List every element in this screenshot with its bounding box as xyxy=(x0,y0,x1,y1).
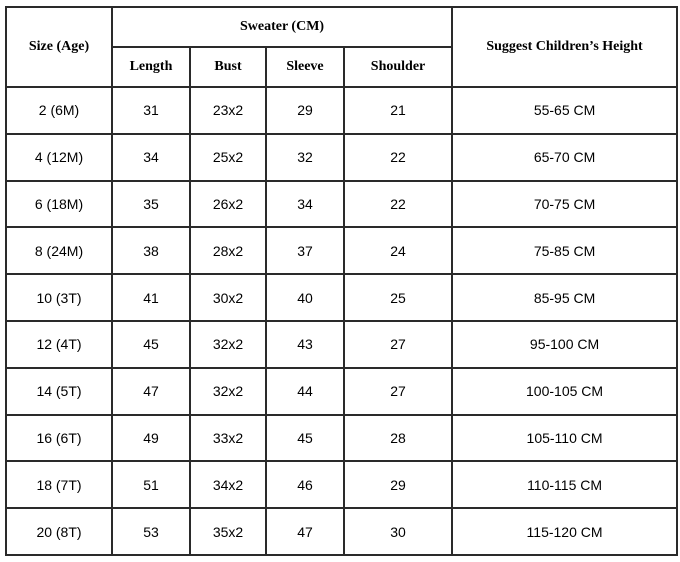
cell-bust: 33x2 xyxy=(190,415,266,462)
table-row xyxy=(6,134,677,181)
cell-height: 70-75 CM xyxy=(452,181,677,228)
cell-bust: 30x2 xyxy=(190,274,266,321)
table-row xyxy=(6,508,677,555)
cell-height: 75-85 CM xyxy=(452,227,677,274)
cell-length: 49 xyxy=(112,415,190,462)
cell-height: 100-105 CM xyxy=(452,368,677,415)
cell-sleeve: 29 xyxy=(266,87,344,134)
cell-shoulder: 29 xyxy=(344,461,452,508)
cell-sleeve: 44 xyxy=(266,368,344,415)
cell-sleeve: 34 xyxy=(266,181,344,228)
header-sleeve: Sleeve xyxy=(266,47,344,87)
cell-bust: 26x2 xyxy=(190,181,266,228)
cell-size: 2 (6M) xyxy=(6,87,112,134)
cell-bust: 35x2 xyxy=(190,508,266,555)
cell-size: 10 (3T) xyxy=(6,274,112,321)
header-shoulder: Shoulder xyxy=(344,47,452,87)
cell-sleeve: 46 xyxy=(266,461,344,508)
cell-length: 34 xyxy=(112,134,190,181)
cell-bust: 32x2 xyxy=(190,321,266,368)
size-chart-table xyxy=(5,6,678,556)
header-height: Suggest Children’s Height xyxy=(452,7,677,87)
table-body xyxy=(6,87,677,555)
cell-size: 12 (4T) xyxy=(6,321,112,368)
table-row xyxy=(6,461,677,508)
cell-sleeve: 32 xyxy=(266,134,344,181)
header-sweater: Sweater (CM) xyxy=(112,7,452,47)
cell-bust: 25x2 xyxy=(190,134,266,181)
cell-sleeve: 43 xyxy=(266,321,344,368)
cell-shoulder: 24 xyxy=(344,227,452,274)
cell-height: 55-65 CM xyxy=(452,87,677,134)
cell-height: 115-120 CM xyxy=(452,508,677,555)
cell-shoulder: 27 xyxy=(344,368,452,415)
cell-sleeve: 40 xyxy=(266,274,344,321)
cell-shoulder: 22 xyxy=(344,181,452,228)
cell-height: 65-70 CM xyxy=(452,134,677,181)
cell-size: 4 (12M) xyxy=(6,134,112,181)
cell-bust: 23x2 xyxy=(190,87,266,134)
cell-shoulder: 22 xyxy=(344,134,452,181)
cell-height: 105-110 CM xyxy=(452,415,677,462)
cell-height: 85-95 CM xyxy=(452,274,677,321)
table-row xyxy=(6,274,677,321)
table-row xyxy=(6,415,677,462)
cell-shoulder: 21 xyxy=(344,87,452,134)
cell-shoulder: 27 xyxy=(344,321,452,368)
cell-bust: 34x2 xyxy=(190,461,266,508)
cell-length: 45 xyxy=(112,321,190,368)
cell-length: 41 xyxy=(112,274,190,321)
cell-size: 6 (18M) xyxy=(6,181,112,228)
header-length: Length xyxy=(112,47,190,87)
cell-height: 110-115 CM xyxy=(452,461,677,508)
table-row xyxy=(6,321,677,368)
cell-shoulder: 28 xyxy=(344,415,452,462)
cell-length: 35 xyxy=(112,181,190,228)
cell-bust: 32x2 xyxy=(190,368,266,415)
table-row xyxy=(6,227,677,274)
table-row xyxy=(6,87,677,134)
header-row-top xyxy=(6,7,677,47)
cell-sleeve: 47 xyxy=(266,508,344,555)
cell-size: 16 (6T) xyxy=(6,415,112,462)
table-row xyxy=(6,181,677,228)
cell-sleeve: 45 xyxy=(266,415,344,462)
cell-size: 20 (8T) xyxy=(6,508,112,555)
cell-length: 53 xyxy=(112,508,190,555)
cell-length: 47 xyxy=(112,368,190,415)
cell-length: 31 xyxy=(112,87,190,134)
cell-size: 18 (7T) xyxy=(6,461,112,508)
header-bust: Bust xyxy=(190,47,266,87)
cell-length: 51 xyxy=(112,461,190,508)
cell-shoulder: 25 xyxy=(344,274,452,321)
cell-bust: 28x2 xyxy=(190,227,266,274)
cell-sleeve: 37 xyxy=(266,227,344,274)
cell-height: 95-100 CM xyxy=(452,321,677,368)
cell-length: 38 xyxy=(112,227,190,274)
cell-size: 14 (5T) xyxy=(6,368,112,415)
table-row xyxy=(6,368,677,415)
header-size: Size (Age) xyxy=(6,7,112,87)
cell-shoulder: 30 xyxy=(344,508,452,555)
cell-size: 8 (24M) xyxy=(6,227,112,274)
